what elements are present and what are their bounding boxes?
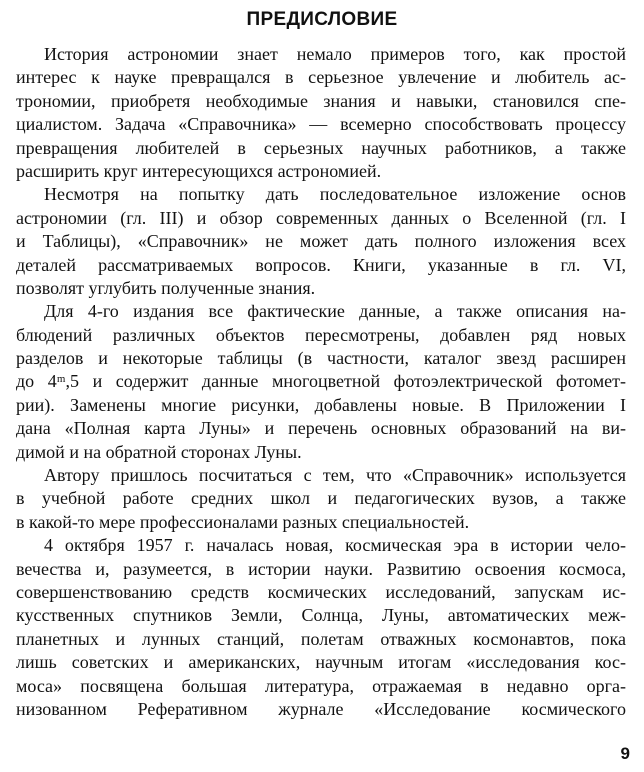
text-line: планетных и лунных станций, полетам отважных космонавтов, пока	[16, 628, 626, 649]
text-line: Автору пришлось посчитаться с тем, что «Справочник» используется	[44, 465, 626, 486]
text-line: Несмотря на попытку дать последовательное изложение основ	[44, 184, 626, 205]
text-line: История астрономии знает немало примеров того, как простой	[44, 44, 626, 64]
page-number: 9	[620, 744, 630, 763]
text-line: димой и на обратной сторонах Луны.	[16, 441, 302, 462]
text-line: до 4ᵐ,5 и содержит данные многоцветной фотоэлектрической фотомет-	[16, 371, 626, 392]
text-line: разделов и некоторые таблицы (в частности, каталог звезд расширен	[16, 348, 626, 369]
text-line: деталей рассматриваемых вопросов. Книги, указанные в гл. VI,	[16, 254, 626, 275]
text-line: 4 октября 1957 г. началась новая, космическая эра в истории чело-	[44, 535, 626, 556]
text-line: и Таблицы), «Справочник» не может дать полного изложения всех	[16, 231, 626, 252]
text-line: дана «Полная карта Луны» и перечень основных образований на ви-	[16, 418, 626, 439]
text-line: трономии, приобретя необходимые знания и навыки, становился спе-	[16, 90, 626, 111]
text-line: моса» посвящена большая литература, отражаемая в недавно орга-	[16, 675, 626, 696]
text-line: циалистом. Задача «Справочника» — всемерно способствовать процессу	[16, 114, 626, 135]
text-line: кусственных спутников Земли, Солнца, Луны, автоматических меж-	[16, 605, 626, 626]
page-heading: ПРЕДИСЛОВИЕ	[246, 9, 398, 30]
text-line: рии). Заменены многие рисунки, добавлены новые. В Приложении I	[16, 394, 626, 415]
text-line: позволят углубить полученные знания.	[16, 277, 316, 298]
text-line: астрономии (гл. III) и обзор современных данных о Вселенной (гл. I	[16, 207, 626, 228]
text-line: блюдений различных объектов пересмотрены, добавлен ряд новых	[16, 324, 626, 345]
text-line: Для 4-го издания все фактические данные, а также описания на-	[44, 301, 626, 322]
text-line: вечества и, разумеется, в истории науки. Развитию освоения космоса,	[16, 558, 626, 579]
text-line: в какой-то мере профессионалами разных специальностей.	[16, 511, 470, 532]
text-line: низованном Реферативном журнале «Исследование космического	[16, 698, 626, 719]
text-line: совершенствованию средств космических исследований, запускам ис-	[16, 581, 626, 602]
text-line: лишь советских и американских, научным итогам «исследования кос-	[16, 652, 626, 673]
text-line: интерес к науке превращался в серьезное увлечение и любитель ас-	[16, 67, 626, 88]
preface-body	[16, 43, 626, 721]
text-line: превращения любителей в серьезных научных работников, а также	[16, 137, 626, 158]
text-line: в учебной работе средних школ и педагогических вузов, а также	[16, 488, 626, 509]
text-line: расширить круг интересующихся астрономией.	[16, 160, 382, 181]
